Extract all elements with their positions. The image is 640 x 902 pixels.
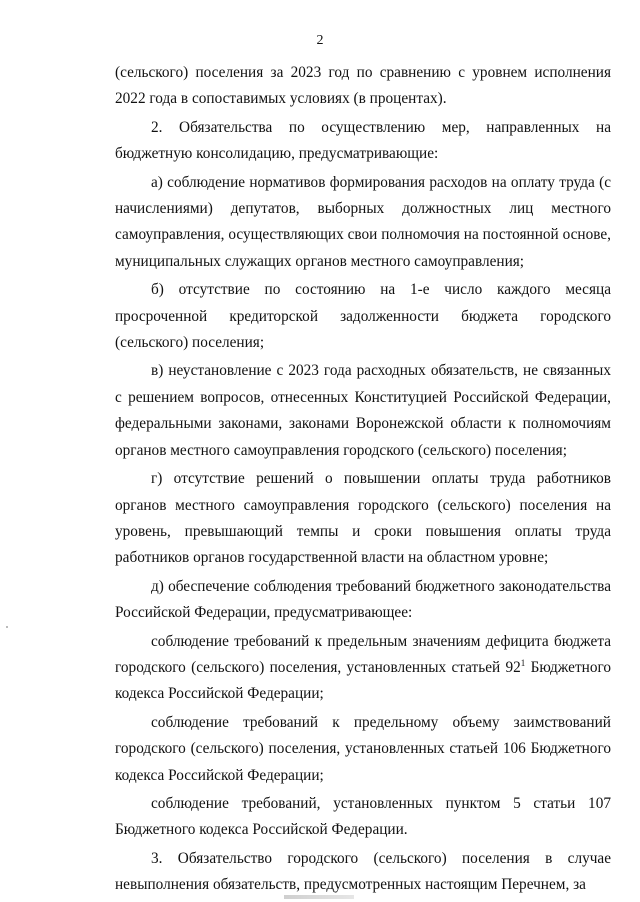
scan-bottom-artifact (284, 895, 354, 899)
paragraph-item-d: д) обеспечение соблюдения требований бюджетного законодательства Российской Федерации, предусматривающее: (115, 577, 611, 622)
paragraph-continuation: (сельского) поселения за 2023 год по сравнению с уровнем исполнения 2022 года в сопоставимых условиях (в процентах). (115, 64, 611, 108)
paragraph-item-2: 2. Обязательства по осуществлению мер, направленных на бюджетную консолидацию, предусматривающие: (115, 118, 611, 163)
article-superscript: 1 (520, 657, 526, 668)
paragraph-item-3: 3. Обязательство городского (сельского) поселения в случае невыполнения обязательств, предусмотренных настоящим Перечнем, за (115, 849, 611, 894)
deficit-text-before: соблюдение требований к предельным значениям дефицита бюджета городского (сельского) поселения, установленных статьей 92 (115, 632, 611, 676)
paragraph-item-v: в) неустановление с 2023 года расходных обязательств, не связанных с решением вопросов, отнесенных Конституцией Российской Федерации, федеральными законами, законами Воронежской области к полномочиям органов местного самоуправления городского (сельского) поселения; (115, 362, 611, 459)
page-number: 2 (316, 33, 324, 48)
paragraph-borrowing-limits: соблюдение требований к предельному объему заимствований городского (сельского) поселения, установленных статьей 106 Бюджетного кодекса Российской Федерации; (115, 713, 611, 784)
paragraph-article-107: соблюдение требований, установленных пунктом 5 статьи 107 Бюджетного кодекса Российской Федерации. (115, 794, 611, 839)
paragraph-item-b: б) отсутствие по состоянию на 1-е число каждого месяца просроченной кредиторской задолженности бюджета городского (сельского) поселения; (115, 281, 611, 352)
paragraph-item-a: а) соблюдение нормативов формирования расходов на оплату труда (с начислениями) депутатов, выборных должностных лиц местного самоуправления, осуществляющих свои полномочия на постоянной основе, муниципальных служащих органов местного самоуправления; (115, 173, 611, 270)
scan-speck (6, 626, 8, 628)
paragraph-deficit-limits (115, 629, 611, 708)
deficit-text-after: Бюджетного кодекса Российской Федерации; (115, 658, 612, 703)
paragraph-item-g: г) отсутствие решений о повышении оплаты труда работников органов местного самоуправления городского (сельского) поселения на уровень, превышающий темпы и сроки повышения оплаты труда работников органов государственной власти на областном уровне; (115, 470, 611, 567)
document-body (115, 60, 611, 901)
